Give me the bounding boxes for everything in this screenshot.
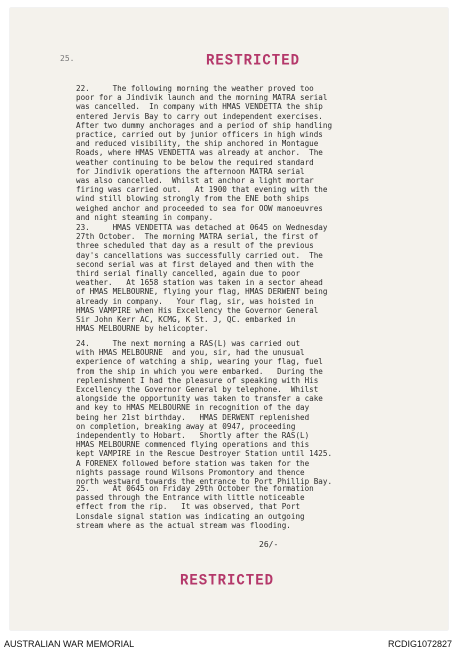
footer-record-id: RCDIG1072827 bbox=[387, 639, 452, 649]
paragraph-24: 24. The next morning a RAS(L) was carried out with HMAS MELBOURNE and you, sir, had the unusual experience of watching a ship, wearing your flag, fuel from the ship in which you were embarked. During the replenishment I had the pleasure of speaking with His Excellency the Governor General by telephone. Whilst alongside the opportunity was taken to transfer a cake and key to HMAS MELBOURNE in recognition of the day being her 21st birthday. HMAS DERWENT replenished on completion, breaking away at 0947, proceeding independently to Hobart. Shortly after the RAS(L) HMAS MELBOURNE commenced flying operations and this kept VAMPIRE in the Rescue Destroyer Station until 1425. A FORENEX followed before station was taken for the nights passage round Wilsons Promontory and thence north westward towards the entrance to Port Phillip Bay. bbox=[76, 339, 333, 487]
footer-institution: AUSTRALIAN WAR MEMORIAL bbox=[4, 639, 135, 649]
restricted-stamp-bottom: RESTRICTED bbox=[180, 571, 275, 591]
archive-footer bbox=[0, 632, 458, 654]
paragraph-23: 23. HMAS VENDETTA was detached at 0645 on Wednesday 27th October. The morning MATRA serial, the first of three scheduled that day as a result of the previous day's cancellations was successfully carried out. The second serial was at first delayed and then with the third serial finally cancelled, again due to poor weather. At 1658 station was taken in a sector ahead of HMAS MELBOURNE, flying your flag, HMAS DERWENT being already in company. Your flag, sir, was hoisted in HMAS VAMPIRE when His Excellency the Governor General Sir John Kerr AC, KCMG, K St. J, QC. embarked in HMAS MELBOURNE by helicopter. bbox=[76, 223, 328, 334]
restricted-stamp-top: RESTRICTED bbox=[206, 51, 301, 71]
paragraph-22: 22. The following morning the weather proved too poor for a Jindivik launch and the morning MATRA serial was cancelled. In company with HMAS VENDETTA the ship entered Jervis Bay to carry out independent exercises. After two dummy anchorages and a period of ship handling practice, carried out by junior officers in high winds and reduced visibility, the ship anchored in Montague Roads, where HMAS VENDETTA was already at anchor. The weather continuing to be below the required standard for Jindivik operations the afternoon MATRA serial was also cancelled. Whilst at anchor a light mortar firing was carried out. At 1900 that evening with the wind still blowing strongly from the ENE both ships weighed anchor and proceeded to sea for OOW manoeuvres and night steaming in company. bbox=[76, 84, 333, 222]
paragraph-25: 25. At 0645 on Friday 29th October the formation passed through the Entrance with little noticeable effect from the rip. It was observed, that Port Lonsdale signal station was indicating an outgoing stream where as the actual stream was flooding. bbox=[76, 484, 314, 530]
catchword: 26/- bbox=[259, 540, 279, 549]
page-mark: 25. bbox=[60, 54, 75, 63]
